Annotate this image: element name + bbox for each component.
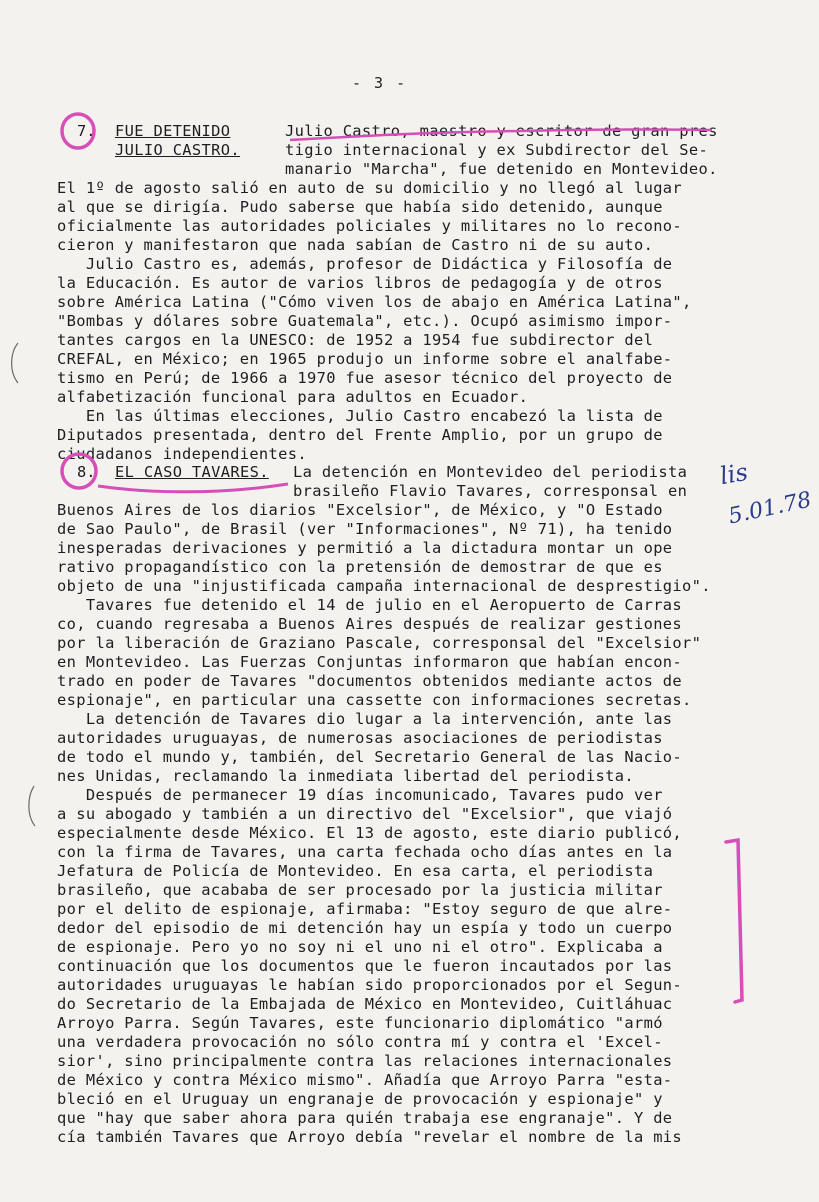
section-8-body-line: continuación que los documentos que le fueron incautados por las: [57, 957, 673, 975]
section-7-head-line: manario "Marcha", fue detenido en Montevideo.: [285, 160, 718, 178]
section-7-body-line: tismo en Perú; de 1966 a 1970 fue asesor técnico del proyecto de: [57, 369, 673, 387]
section-8-body-line: en Montevideo. Las Fuerzas Conjuntas informaron que habían encon-: [57, 653, 683, 671]
section-8-number: 8.: [77, 463, 96, 481]
section-7-body-line: alfabetización funcional para adultos en Ecuador.: [57, 388, 529, 406]
section-8-body-line: por el delito de espionaje, afirmaba: "Estoy seguro de que alre-: [57, 900, 673, 918]
section-8-body-line: de Sao Paulo", de Brasil (ver "Informaciones", Nº 71), ha tenido: [57, 520, 673, 538]
handwritten-note-line-1: lis: [717, 457, 750, 491]
section-8-body-line: sior', sino principalmente contra las relaciones internacionales: [57, 1052, 673, 1070]
section-7-body-line: Julio Castro es, además, profesor de Didáctica y Filosofía de: [57, 255, 673, 273]
section-8-body-line: de México y contra México mismo". Añadía que Arroyo Parra "esta-: [57, 1071, 673, 1089]
section-8-body-line: de espionaje. Pero yo no soy ni el uno ni el otro". Explicaba a: [57, 938, 663, 956]
section-8-body-line: Después de permanecer 19 días incomunicado, Tavares pudo ver: [57, 786, 663, 804]
section-7-body-line: "Bombas y dólares sobre Guatemala", etc.). Ocupó asimismo impor-: [57, 312, 673, 330]
pen-underline-tavares: [98, 484, 288, 492]
section-7-body-line: En las últimas elecciones, Julio Castro encabezó la lista de: [57, 407, 663, 425]
section-7-body-line: tantes cargos en la UNESCO: de 1952 a 1954 fue subdirector del: [57, 331, 654, 349]
section-7-body-line: al que se dirigía. Pudo saberse que había sido detenido, aunque: [57, 198, 663, 216]
section-8-body-line: objeto de una "injustificada campaña internacional de desprestigio".: [57, 577, 711, 595]
section-8-body-line: Tavares fue detenido el 14 de julio en el Aeropuerto de Carras: [57, 596, 683, 614]
section-8-body-line: autoridades uruguayas le habían sido proporcionados por el Segun-: [57, 976, 683, 994]
section-8-body-line: nes Unidas, reclamando la inmediata libertad del periodista.: [57, 767, 634, 785]
section-7-body-line: Diputados presentada, dentro del Frente Amplio, por un grupo de: [57, 426, 663, 444]
section-8-body-line: La detención de Tavares dio lugar a la intervención, ante las: [57, 710, 673, 728]
section-7-body-line: ciudadanos independientes.: [57, 445, 308, 463]
section-7-head-line: Julio Castro, maestro y escritor de gran pres: [285, 122, 718, 140]
section-7-number: 7.: [77, 122, 96, 140]
pencil-bracket-left: [29, 786, 35, 826]
section-8-body-line: Arroyo Parra. Según Tavares, este funcionario diplomático "armó: [57, 1014, 663, 1032]
section-7-body-line: CREFAL, en México; en 1965 produjo un informe sobre el analfabe-: [57, 350, 673, 368]
section-7-body-line: oficialmente las autoridades policiales y militares no lo recono-: [57, 217, 683, 235]
pencil-bracket-left: [12, 343, 18, 383]
section-7-head-line: tigio internacional y ex Subdirector del Se-: [285, 141, 709, 159]
pen-margin-bracket: [726, 840, 742, 1002]
section-8-heading: EL CASO TAVARES.: [115, 463, 269, 481]
section-8-body-line: do Secretario de la Embajada de México en Montevideo, Cuitláhuac: [57, 995, 673, 1013]
section-8-body-line: Jefatura de Policía de Montevideo. En esa carta, el periodista: [57, 862, 654, 880]
section-8-body-line: a su abogado y también a un directivo del "Excelsior", que viajó: [57, 805, 673, 823]
section-8-body-line: inesperadas derivaciones y permitió a la dictadura montar un ope: [57, 539, 673, 557]
section-7-heading-line-2: JULIO CASTRO.: [115, 141, 241, 159]
section-8-body-line: dedor del episodio de mi detención hay un espía y todo un cuerpo: [57, 919, 673, 937]
page-number: - 3 -: [352, 74, 408, 92]
handwritten-note-line-2: 5.01.78: [726, 487, 814, 530]
section-7-body-line: sobre América Latina ("Cómo viven los de abajo en América Latina",: [57, 293, 692, 311]
section-8-body-line: cía también Tavares que Arroyo debía "revelar el nombre de la mis: [57, 1128, 683, 1146]
section-8-body-line: autoridades uruguayas, de numerosas asociaciones de periodistas: [57, 729, 663, 747]
section-8-body-line: espionaje", en particular una cassette con informaciones secretas.: [57, 691, 692, 709]
section-8-body-line: co, cuando regresaba a Buenos Aires después de realizar gestiones: [57, 615, 683, 633]
section-8-body-line: bleció en el Uruguay un engranaje de provocación y espionaje" y: [57, 1090, 663, 1108]
section-7-body-line: la Educación. Es autor de varios libros de pedagogía y de otros: [57, 274, 663, 292]
section-8-body-line: por la liberación de Graziano Pascale, corresponsal del "Excelsior": [57, 634, 702, 652]
section-8-body-line: que "hay que saber ahora para quién trabaja ese engranaje". Y de: [57, 1109, 673, 1127]
section-7-body-line: cieron y manifestaron que nada sabían de Castro ni de su auto.: [57, 236, 654, 254]
section-8-head-line: brasileño Flavio Tavares, corresponsal en: [293, 482, 688, 500]
section-8-body-line: brasileño, que acababa de ser procesado por la justicia militar: [57, 881, 663, 899]
section-7-body-line: El 1º de agosto salió en auto de su domicilio y no llegó al lugar: [57, 179, 683, 197]
section-7-heading-line-1: FUE DETENIDO: [115, 122, 231, 140]
section-8-body-line: especialmente desde México. El 13 de agosto, este diario publicó,: [57, 824, 683, 842]
section-8-body-line: trado en poder de Tavares "documentos obtenidos mediante actos de: [57, 672, 683, 690]
section-8-head-line: La detención en Montevideo del periodista: [293, 463, 688, 481]
section-8-body-line: Buenos Aires de los diarios "Excelsior", de México, y "O Estado: [57, 501, 663, 519]
section-8-body-line: con la firma de Tavares, una carta fechada ocho días antes en la: [57, 843, 673, 861]
section-8-body-line: de todo el mundo y, también, del Secretario General de las Nacio-: [57, 748, 683, 766]
section-8-body-line: rativo propagandístico con la pretensión de demostrar de que es: [57, 558, 663, 576]
section-8-body-line: una verdadera provocación no sólo contra mí y contra el 'Excel-: [57, 1033, 663, 1051]
